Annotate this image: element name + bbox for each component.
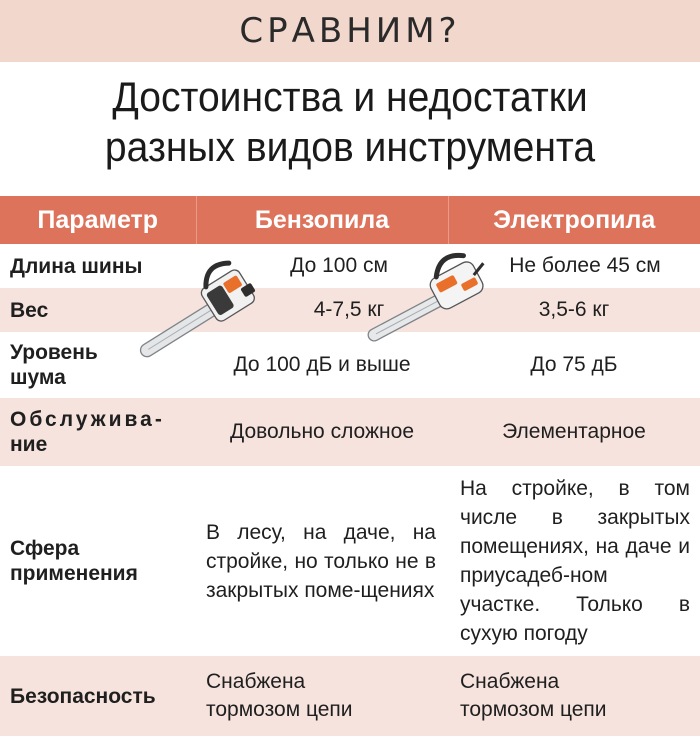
table-row (0, 332, 700, 398)
param-application-area (0, 466, 196, 656)
header-parameter: Параметр (0, 196, 196, 244)
chainsaw-electric-icon (366, 240, 486, 352)
param-maintenance (0, 398, 196, 466)
electric-safety-line-1: Снабжена (460, 670, 560, 693)
table-row (0, 244, 700, 288)
chainsaw-petrol-icon (132, 246, 258, 372)
electric-safety-line-2: тормозом цепи (460, 698, 607, 721)
page-title-line-2: разных видов инструмента (104, 123, 596, 170)
banner (0, 0, 700, 62)
electric-bar-length: Не более 45 см (448, 244, 700, 288)
electric-safety (448, 656, 700, 736)
petrol-safety-line-2: тормозом цепи (206, 698, 353, 721)
param-safety: Безопасность (0, 656, 196, 736)
electric-noise-level: До 75 дБ (448, 332, 700, 398)
banner-title: СРАВНИМ? (239, 11, 461, 51)
param-bar-length: Длина шины (0, 244, 196, 288)
page-title-line-1: Достоинства и недостатки (112, 73, 588, 120)
petrol-application-area: В лесу, на даче, на стройке, но только не в закрытых поме-щениях (196, 466, 448, 656)
param-application-line-1: Сфера (10, 537, 80, 560)
param-maintenance-line-1: Обслужива- (10, 408, 165, 431)
param-weight: Вес (0, 288, 196, 332)
petrol-maintenance: Довольно сложное (196, 398, 448, 466)
table-row (0, 288, 700, 332)
header-petrol-saw: Бензопила (196, 196, 448, 244)
table-row (0, 656, 700, 736)
param-noise-line-2: шума (10, 366, 66, 389)
header-electric-saw: Электропила (448, 196, 700, 244)
petrol-noise-level: До 100 дБ и выше (196, 332, 448, 398)
petrol-weight: 4-7,5 кг (196, 288, 448, 332)
param-maintenance-line-2: ние (10, 433, 48, 456)
page-title (25, 72, 676, 172)
comparison-table (0, 196, 700, 736)
table-row (0, 466, 700, 656)
table-row (0, 398, 700, 466)
param-application-line-2: применения (10, 562, 138, 585)
petrol-safety-line-1: Снабжена (206, 670, 306, 693)
petrol-bar-length: До 100 см (196, 244, 448, 288)
param-noise-line-1: Уровень (10, 341, 98, 364)
electric-maintenance: Элементарное (448, 398, 700, 466)
electric-weight: 3,5-6 кг (448, 288, 700, 332)
petrol-safety (196, 656, 448, 736)
electric-application-area: На стройке, в том числе в закрытых помещениях, на даче и приусадеб-ном участке. Только в сухую погоду (448, 466, 700, 656)
table-header-row (0, 196, 700, 244)
